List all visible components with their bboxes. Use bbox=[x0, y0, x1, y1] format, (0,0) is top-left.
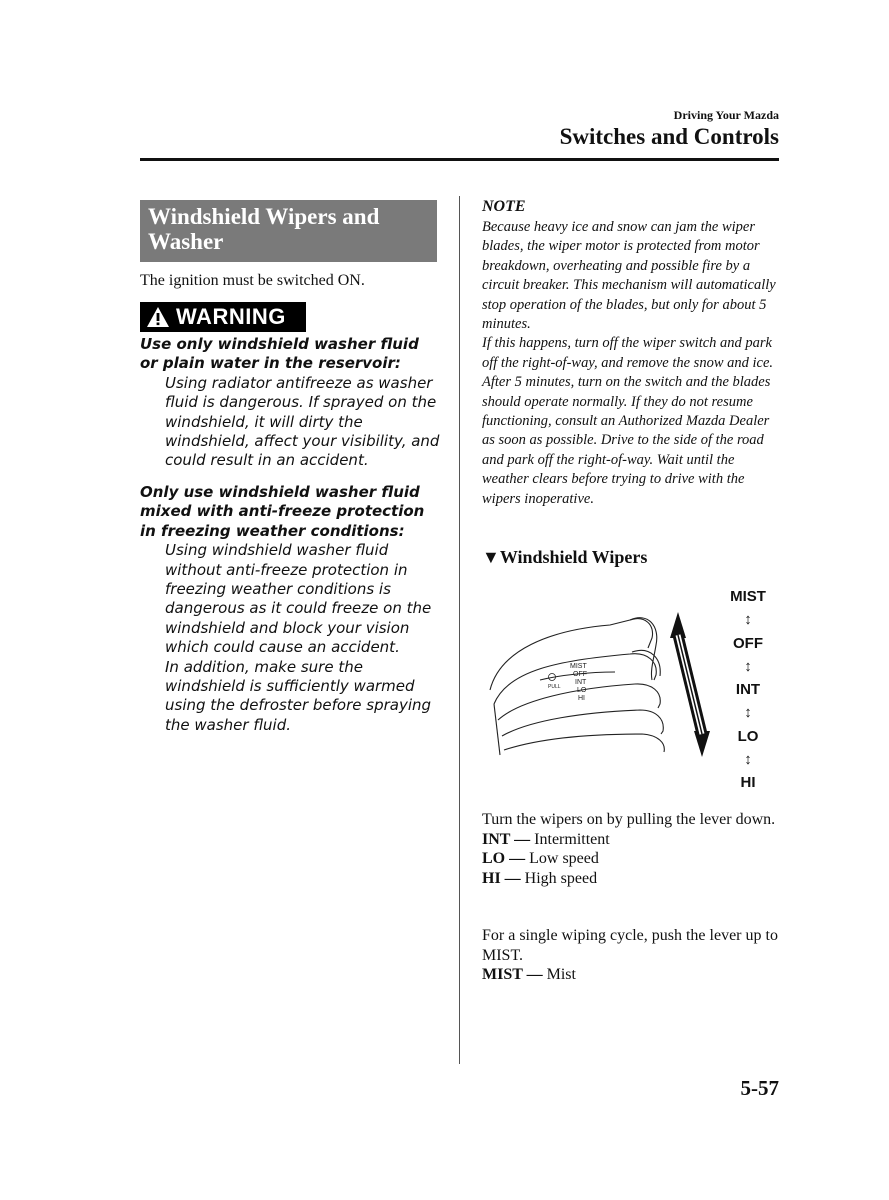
lever-label-pull: PULL bbox=[548, 684, 561, 690]
mode-int: INT bbox=[735, 681, 761, 698]
definition-item bbox=[482, 869, 782, 889]
lever-label-lo: LO bbox=[577, 687, 587, 694]
updown-arrow-icon: ↕ bbox=[744, 704, 752, 721]
note-paragraph: If this happens, turn off the wiper switch and park off the right-of-way, and remove the snow and ice. bbox=[482, 335, 774, 371]
warning-item bbox=[140, 335, 440, 471]
updown-arrow-icon: ↕ bbox=[744, 657, 752, 675]
warning-lead: Only use windshield washer fluid mixed with anti-freeze protection in freezing weather conditions: bbox=[140, 483, 425, 540]
wiper-instructions bbox=[482, 810, 782, 888]
definition-desc: Low speed bbox=[529, 850, 599, 867]
warning-triangle-icon bbox=[146, 306, 170, 328]
definition-dash: — bbox=[505, 850, 530, 867]
section-title: Windshield Wipers and Washer bbox=[140, 200, 437, 262]
definition-term: MIST bbox=[482, 966, 523, 983]
definition-item bbox=[482, 830, 782, 850]
definition-dash: — bbox=[522, 966, 547, 983]
warning-body: Using radiator antifreeze as washer fluid is dangerous. If sprayed on the windshield, it will dirty the windshield, affect your visibility, and could result in an accident. bbox=[165, 373, 440, 470]
double-arrow-icon bbox=[670, 612, 710, 757]
note-paragraph: After 5 minutes, turn on the switch and the blades should operate normally. If they do not resume functioning, consult an Authorized Mazda Dealer as soon as possible. Drive to the side of the road and park off the right-of-way. Wait until the weather clears before trying to drive with the wipers inoperative. bbox=[482, 374, 771, 507]
header-rule bbox=[140, 158, 779, 161]
lever-label-hi: HI bbox=[578, 695, 585, 702]
definition-desc: Intermittent bbox=[534, 830, 610, 848]
instruction-paragraph: Turn the wipers on by pulling the lever down. bbox=[482, 811, 776, 828]
warning-badge bbox=[140, 302, 306, 332]
page-number: 5-57 bbox=[740, 1076, 779, 1100]
warning-item bbox=[140, 483, 440, 735]
note-body bbox=[482, 218, 782, 509]
column-divider bbox=[459, 196, 460, 1064]
mode-mist: MIST bbox=[730, 588, 766, 605]
definition-item bbox=[482, 965, 782, 985]
warning-body-addition: In addition, make sure the windshield is sufficiently warmed using the defroster before spraying the washer fluid. bbox=[165, 657, 432, 734]
note-paragraph: Because heavy ice and snow can jam the wiper blades, the wiper motor is protected from motor breakdown, overheating and possible fire by a circuit breaker. This mechanism will automatically stop operation of the blades, but only for about 5 minutes. bbox=[482, 219, 776, 333]
definition-desc: Mist bbox=[546, 966, 576, 983]
definition-term: HI bbox=[482, 869, 501, 887]
mist-instructions bbox=[482, 926, 782, 985]
lever-label-off: OFF bbox=[573, 671, 587, 678]
updown-arrow-icon: ↕ bbox=[744, 611, 752, 628]
lever-label-int: INT bbox=[575, 679, 587, 686]
section-header: Switches and Controls bbox=[559, 124, 779, 149]
mode-hi: HI bbox=[740, 774, 756, 791]
definition-item bbox=[482, 849, 782, 869]
wiper-mode-list bbox=[720, 586, 776, 794]
lever-label-mist: MIST bbox=[570, 663, 587, 670]
warning-label: WARNING bbox=[176, 304, 286, 329]
definition-desc: High speed bbox=[524, 869, 598, 887]
note-title: NOTE bbox=[482, 198, 526, 215]
definition-term: INT bbox=[482, 830, 511, 848]
mode-lo: LO bbox=[737, 727, 759, 745]
definition-dash: — bbox=[500, 869, 525, 887]
instruction-paragraph: For a single wiping cycle, push the lever up to MIST. bbox=[482, 927, 778, 964]
warning-body: Using windshield washer fluid without anti-freeze protection in freezing weather conditions is dangerous as it could freeze on the windshield and block your vision which could cause an accident. bbox=[165, 541, 432, 657]
mode-off: OFF bbox=[733, 634, 763, 652]
warning-lead: Use only windshield washer fluid or plain water in the reservoir: bbox=[140, 335, 419, 373]
ignition-text: The ignition must be switched ON. bbox=[140, 272, 365, 289]
chapter-header: Driving Your Mazda bbox=[673, 108, 779, 122]
definition-dash: — bbox=[510, 830, 535, 848]
definition-term: LO bbox=[482, 850, 506, 867]
updown-arrow-icon: ↕ bbox=[744, 750, 752, 768]
subsection-title: ▼Windshield Wipers bbox=[482, 547, 648, 567]
